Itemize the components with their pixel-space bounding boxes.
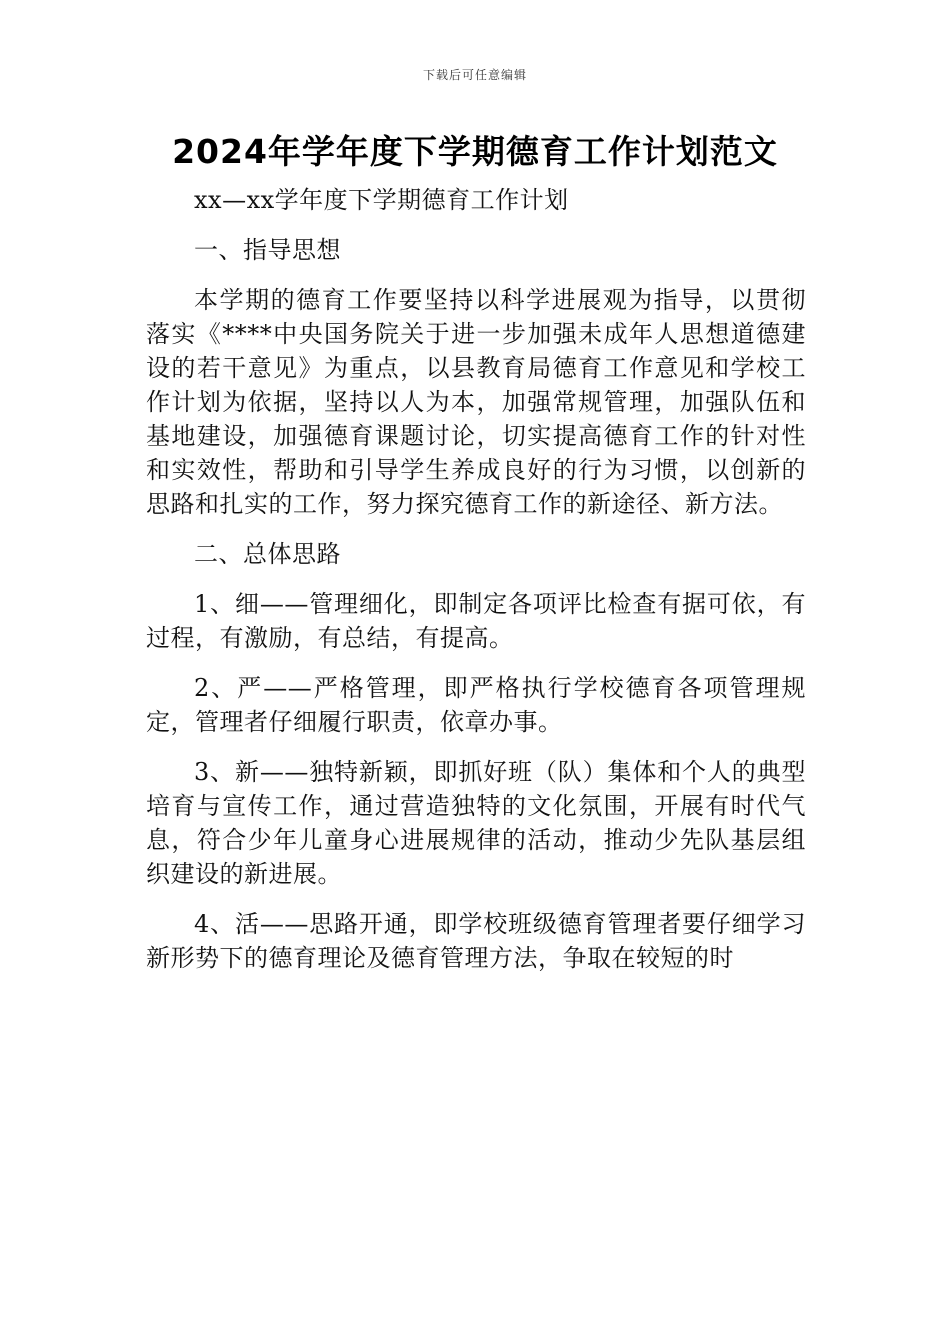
section-heading-guiding-ideology: 一、指导思想 (194, 236, 341, 264)
list-item-1: 1、细——管理细化，即制定各项评比检查有据可依，有过程，有激励，有总结，有提高。 (146, 590, 806, 652)
page-header-note: 下载后可任意编辑 (422, 68, 527, 82)
subtitle-paragraph: xx—xx学年度下学期德育工作计划 (194, 186, 569, 214)
document-body (146, 183, 806, 991)
body-paragraph: 本学期的德育工作要坚持以科学进展观为指导，以贯彻落实《****中央国务院关于进一步加强未成年人思想道德建设的若干意见》为重点，以县教育局德育工作意见和学校工作计划为依据，坚持以人为本，加强常规管理，加强队伍和基地建设，加强德育课题讨论，切实提高德育工作的针对性和实效性，帮助和引导学生养成良好的行为习惯，以创新的思路和扎实的工作，努力探究德育工作的新途径、新方法。 (146, 286, 806, 518)
section-heading-overall-approach: 二、总体思路 (194, 540, 341, 568)
list-item-4: 4、活——思路开通，即学校班级德育管理者要仔细学习新形势下的德育理论及德育管理方法，争取在较短的时 (146, 910, 806, 972)
list-item-2: 2、严——严格管理，即严格执行学校德育各项管理规定，管理者仔细履行职责，依章办事。 (146, 674, 806, 736)
document-title: 2024年学年度下学期德育工作计划范文 (172, 132, 778, 171)
list-item-3: 3、新——独特新颖，即抓好班（队）集体和个人的典型培育与宣传工作，通过营造独特的文化氛围，开展有时代气息，符合少年儿童身心进展规律的活动，推动少先队基层组织建设的新进展。 (146, 758, 806, 888)
